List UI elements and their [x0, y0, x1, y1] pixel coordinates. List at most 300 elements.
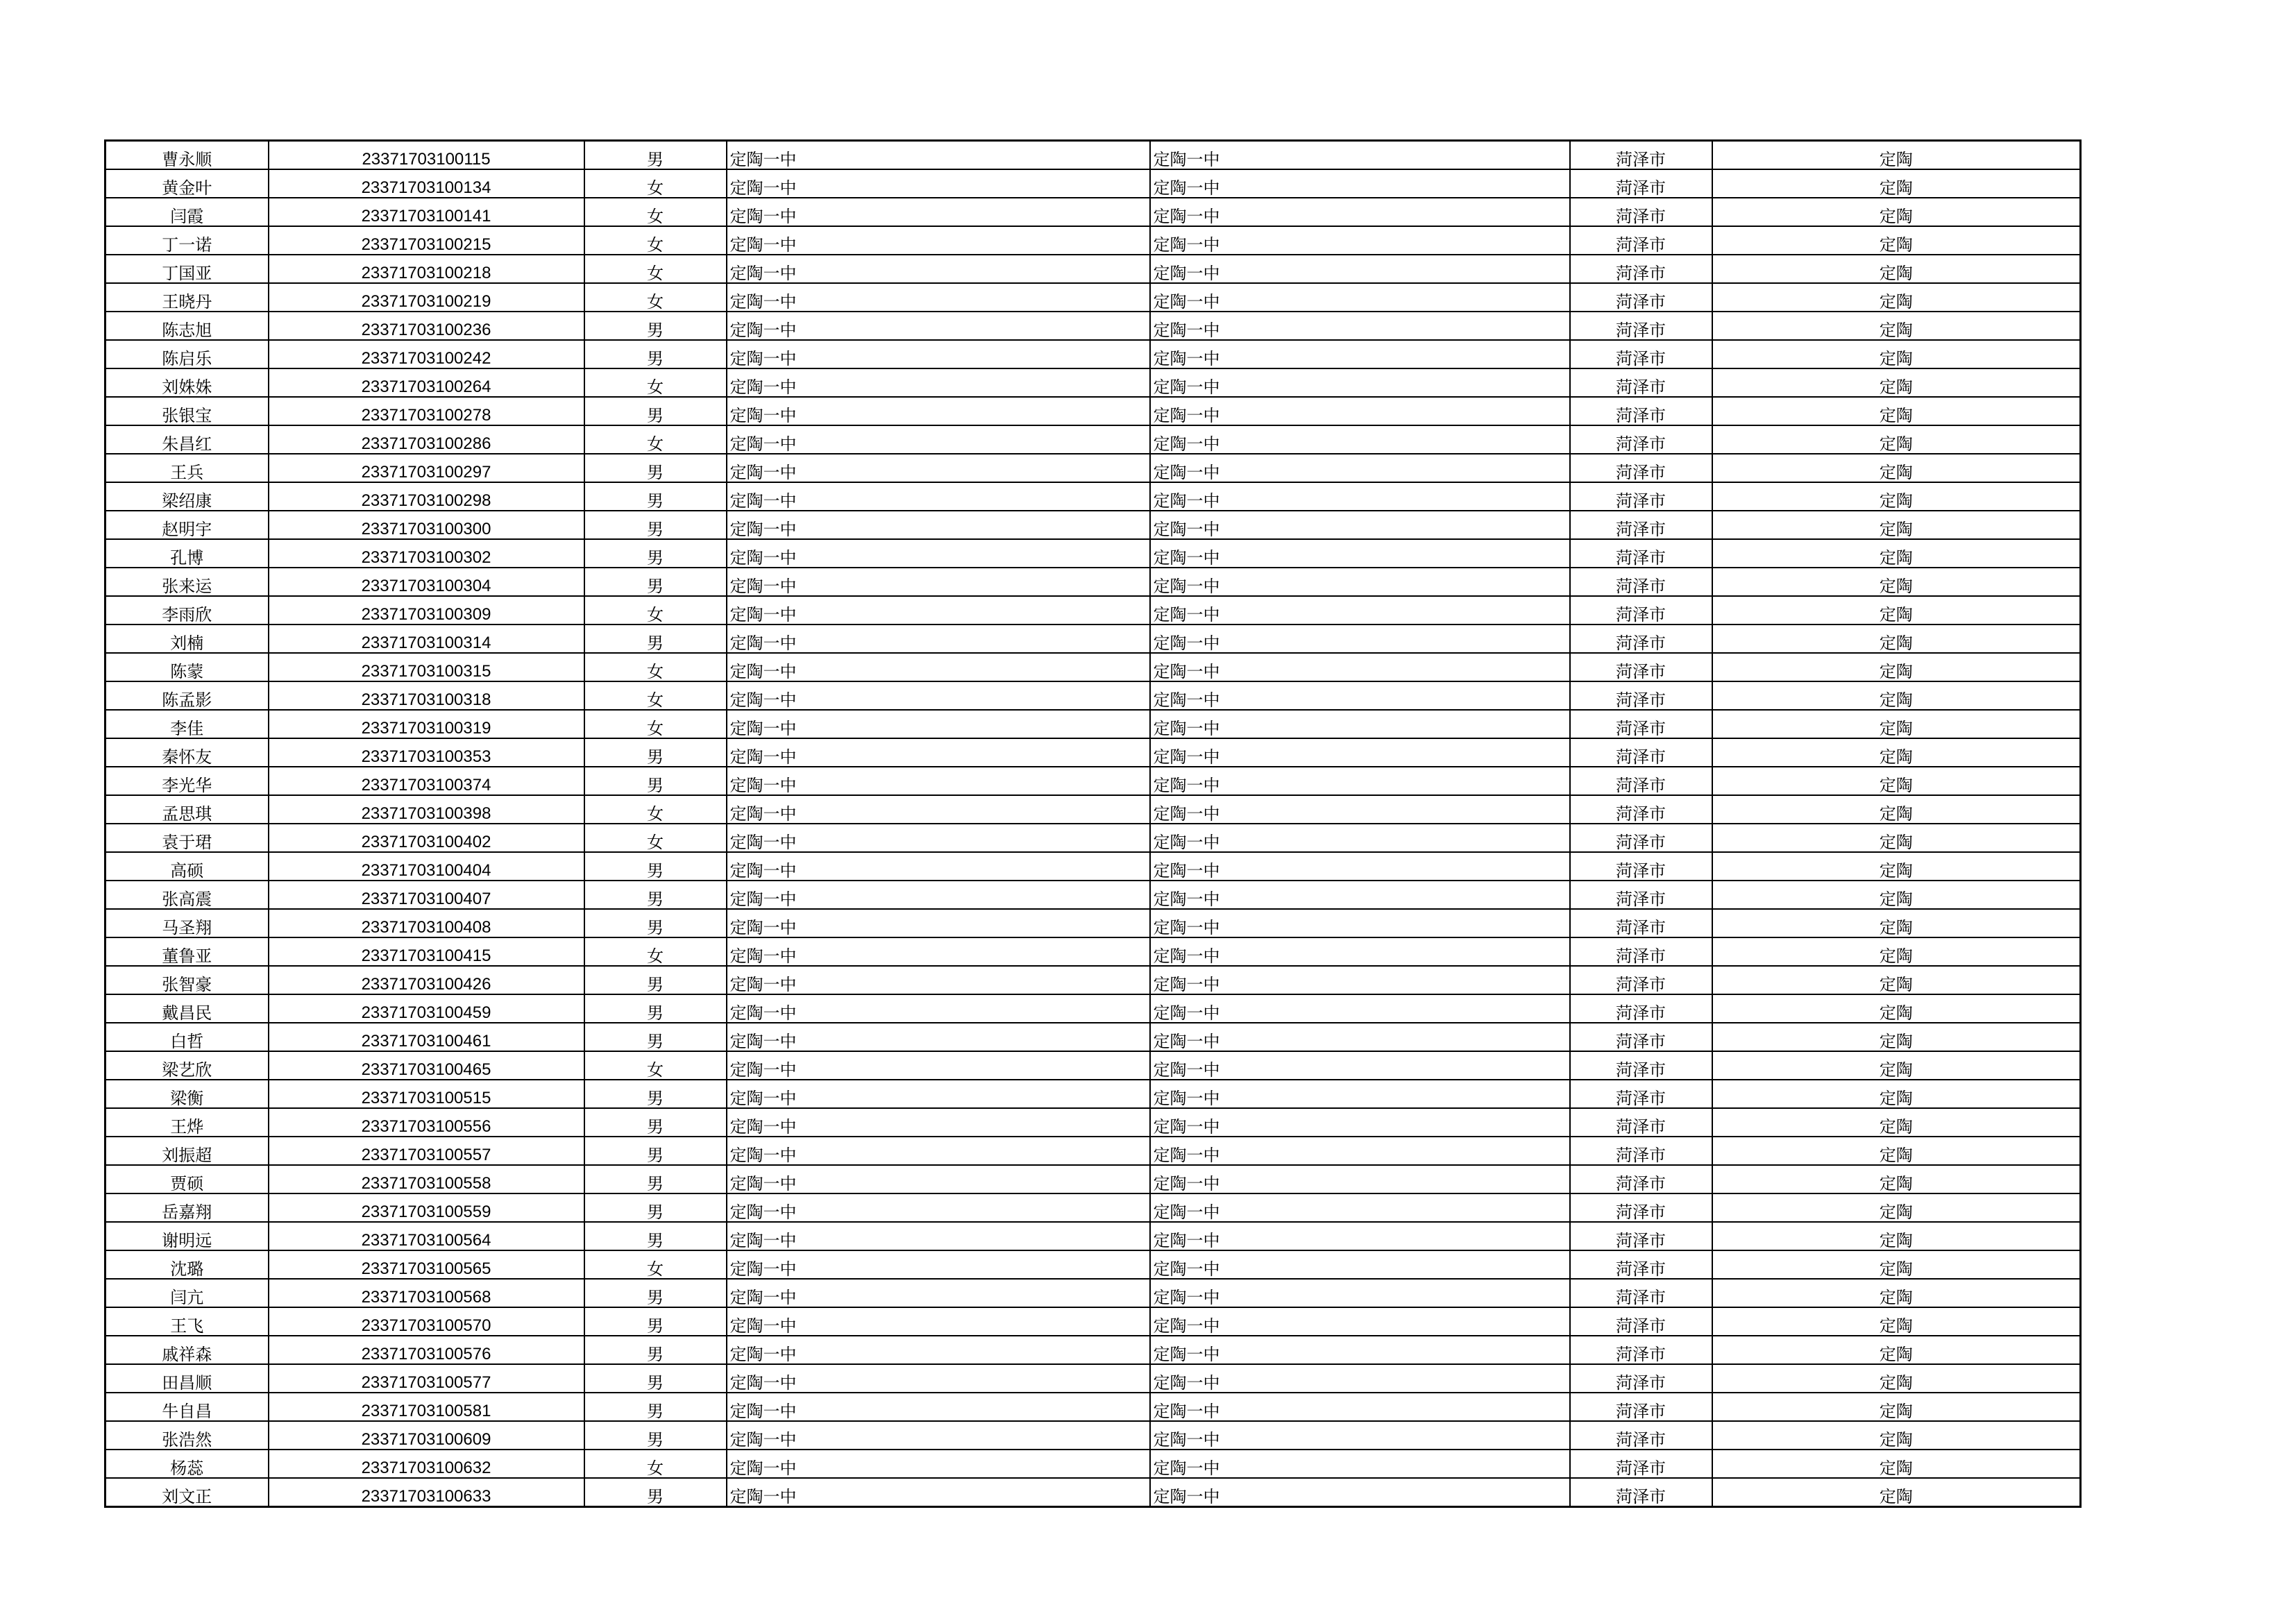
cell-exam-id: 23371703100407	[269, 881, 584, 909]
cell-county: 定陶	[1712, 1279, 2081, 1307]
cell-school: 定陶一中	[727, 539, 1150, 568]
cell-name: 陈蒙	[105, 653, 269, 681]
cell-city: 菏泽市	[1570, 397, 1712, 425]
table-row	[105, 994, 2081, 1023]
cell-city: 菏泽市	[1570, 340, 1712, 368]
cell-name: 刘振超	[105, 1137, 269, 1165]
cell-city: 菏泽市	[1570, 1307, 1712, 1336]
table-row	[105, 340, 2081, 368]
cell-city: 菏泽市	[1570, 795, 1712, 824]
cell-city: 菏泽市	[1570, 511, 1712, 539]
cell-exam-site: 定陶一中	[1150, 1165, 1570, 1193]
cell-county: 定陶	[1712, 1336, 2081, 1364]
cell-exam-id: 23371703100236	[269, 312, 584, 340]
cell-exam-site: 定陶一中	[1150, 1478, 1570, 1507]
cell-exam-id: 23371703100318	[269, 681, 584, 710]
cell-city: 菏泽市	[1570, 1108, 1712, 1137]
table-row	[105, 1279, 2081, 1307]
cell-exam-site: 定陶一中	[1150, 1222, 1570, 1250]
cell-name: 牛自昌	[105, 1393, 269, 1421]
cell-name: 岳嘉翔	[105, 1193, 269, 1222]
cell-city: 菏泽市	[1570, 1051, 1712, 1080]
cell-school: 定陶一中	[727, 994, 1150, 1023]
table-row	[105, 1222, 2081, 1250]
cell-county: 定陶	[1712, 169, 2081, 198]
cell-county: 定陶	[1712, 937, 2081, 966]
cell-city: 菏泽市	[1570, 1137, 1712, 1165]
table-row	[105, 596, 2081, 624]
cell-gender: 男	[584, 1364, 727, 1393]
cell-exam-site: 定陶一中	[1150, 1279, 1570, 1307]
cell-gender: 女	[584, 226, 727, 255]
cell-name: 曹永顺	[105, 141, 269, 170]
table-row	[105, 425, 2081, 454]
cell-school: 定陶一中	[727, 1393, 1150, 1421]
cell-gender: 男	[584, 312, 727, 340]
cell-school: 定陶一中	[727, 966, 1150, 994]
cell-county: 定陶	[1712, 454, 2081, 482]
cell-exam-site: 定陶一中	[1150, 539, 1570, 568]
table-row	[105, 1450, 2081, 1478]
cell-name: 梁衡	[105, 1080, 269, 1108]
cell-city: 菏泽市	[1570, 596, 1712, 624]
cell-name: 刘文正	[105, 1478, 269, 1507]
cell-county: 定陶	[1712, 568, 2081, 596]
cell-name: 秦怀友	[105, 738, 269, 767]
cell-school: 定陶一中	[727, 255, 1150, 283]
cell-name: 李雨欣	[105, 596, 269, 624]
cell-exam-id: 23371703100564	[269, 1222, 584, 1250]
cell-school: 定陶一中	[727, 767, 1150, 795]
cell-city: 菏泽市	[1570, 1478, 1712, 1507]
table-row	[105, 881, 2081, 909]
cell-county: 定陶	[1712, 226, 2081, 255]
cell-name: 张银宝	[105, 397, 269, 425]
cell-gender: 男	[584, 1193, 727, 1222]
cell-school: 定陶一中	[727, 425, 1150, 454]
cell-city: 菏泽市	[1570, 1193, 1712, 1222]
cell-name: 王兵	[105, 454, 269, 482]
cell-school: 定陶一中	[727, 368, 1150, 397]
cell-name: 高硕	[105, 852, 269, 881]
cell-name: 王晓丹	[105, 283, 269, 312]
table-row	[105, 852, 2081, 881]
cell-gender: 女	[584, 368, 727, 397]
cell-exam-id: 23371703100557	[269, 1137, 584, 1165]
cell-exam-site: 定陶一中	[1150, 653, 1570, 681]
cell-gender: 女	[584, 255, 727, 283]
cell-county: 定陶	[1712, 738, 2081, 767]
table-row	[105, 482, 2081, 511]
cell-county: 定陶	[1712, 340, 2081, 368]
cell-exam-id: 23371703100315	[269, 653, 584, 681]
cell-name: 刘楠	[105, 624, 269, 653]
cell-school: 定陶一中	[727, 1080, 1150, 1108]
cell-name: 梁艺欣	[105, 1051, 269, 1080]
table-row	[105, 1307, 2081, 1336]
table-row	[105, 710, 2081, 738]
cell-gender: 男	[584, 767, 727, 795]
cell-name: 戴昌民	[105, 994, 269, 1023]
cell-exam-id: 23371703100302	[269, 539, 584, 568]
cell-name: 沈璐	[105, 1250, 269, 1279]
cell-school: 定陶一中	[727, 1421, 1150, 1450]
cell-county: 定陶	[1712, 283, 2081, 312]
cell-exam-site: 定陶一中	[1150, 1336, 1570, 1364]
cell-exam-id: 23371703100242	[269, 340, 584, 368]
cell-gender: 女	[584, 169, 727, 198]
cell-school: 定陶一中	[727, 1165, 1150, 1193]
cell-exam-site: 定陶一中	[1150, 1450, 1570, 1478]
cell-school: 定陶一中	[727, 1222, 1150, 1250]
table-body	[105, 141, 2081, 1507]
cell-exam-id: 23371703100298	[269, 482, 584, 511]
cell-exam-id: 23371703100570	[269, 1307, 584, 1336]
cell-name: 白哲	[105, 1023, 269, 1051]
cell-city: 菏泽市	[1570, 1393, 1712, 1421]
cell-name: 田昌顺	[105, 1364, 269, 1393]
cell-school: 定陶一中	[727, 1023, 1150, 1051]
cell-exam-site: 定陶一中	[1150, 568, 1570, 596]
cell-exam-site: 定陶一中	[1150, 368, 1570, 397]
cell-exam-site: 定陶一中	[1150, 482, 1570, 511]
cell-gender: 男	[584, 454, 727, 482]
cell-exam-id: 23371703100632	[269, 1450, 584, 1478]
cell-gender: 男	[584, 881, 727, 909]
cell-city: 菏泽市	[1570, 1222, 1712, 1250]
cell-exam-site: 定陶一中	[1150, 397, 1570, 425]
cell-exam-site: 定陶一中	[1150, 881, 1570, 909]
cell-exam-id: 23371703100141	[269, 198, 584, 226]
cell-name: 陈启乐	[105, 340, 269, 368]
cell-county: 定陶	[1712, 1307, 2081, 1336]
cell-city: 菏泽市	[1570, 226, 1712, 255]
cell-school: 定陶一中	[727, 1336, 1150, 1364]
cell-gender: 女	[584, 198, 727, 226]
cell-name: 陈志旭	[105, 312, 269, 340]
cell-city: 菏泽市	[1570, 1364, 1712, 1393]
cell-county: 定陶	[1712, 1421, 2081, 1450]
cell-exam-id: 23371703100565	[269, 1250, 584, 1279]
cell-exam-site: 定陶一中	[1150, 425, 1570, 454]
cell-exam-id: 23371703100309	[269, 596, 584, 624]
cell-county: 定陶	[1712, 795, 2081, 824]
table-row	[105, 1165, 2081, 1193]
cell-exam-site: 定陶一中	[1150, 454, 1570, 482]
cell-exam-site: 定陶一中	[1150, 255, 1570, 283]
cell-city: 菏泽市	[1570, 966, 1712, 994]
cell-gender: 男	[584, 852, 727, 881]
cell-school: 定陶一中	[727, 795, 1150, 824]
cell-exam-id: 23371703100459	[269, 994, 584, 1023]
table-row	[105, 1108, 2081, 1137]
cell-exam-id: 23371703100402	[269, 824, 584, 852]
cell-county: 定陶	[1712, 1364, 2081, 1393]
table-row	[105, 738, 2081, 767]
cell-county: 定陶	[1712, 1250, 2081, 1279]
cell-gender: 女	[584, 425, 727, 454]
cell-city: 菏泽市	[1570, 681, 1712, 710]
cell-name: 杨蕊	[105, 1450, 269, 1478]
cell-city: 菏泽市	[1570, 312, 1712, 340]
cell-gender: 男	[584, 1336, 727, 1364]
cell-name: 丁国亚	[105, 255, 269, 283]
cell-county: 定陶	[1712, 539, 2081, 568]
table-row	[105, 539, 2081, 568]
cell-exam-id: 23371703100461	[269, 1023, 584, 1051]
cell-exam-site: 定陶一中	[1150, 340, 1570, 368]
cell-city: 菏泽市	[1570, 141, 1712, 170]
table-row	[105, 653, 2081, 681]
table-row	[105, 1080, 2081, 1108]
cell-exam-site: 定陶一中	[1150, 1051, 1570, 1080]
cell-gender: 女	[584, 937, 727, 966]
cell-gender: 男	[584, 1393, 727, 1421]
cell-exam-id: 23371703100264	[269, 368, 584, 397]
table-row	[105, 1421, 2081, 1450]
cell-exam-id: 23371703100219	[269, 283, 584, 312]
table-row	[105, 368, 2081, 397]
table-row	[105, 966, 2081, 994]
cell-exam-id: 23371703100465	[269, 1051, 584, 1080]
cell-exam-site: 定陶一中	[1150, 596, 1570, 624]
table-row	[105, 624, 2081, 653]
cell-gender: 男	[584, 539, 727, 568]
cell-gender: 男	[584, 511, 727, 539]
cell-name: 贾硕	[105, 1165, 269, 1193]
cell-school: 定陶一中	[727, 824, 1150, 852]
table-row	[105, 824, 2081, 852]
cell-school: 定陶一中	[727, 1279, 1150, 1307]
cell-county: 定陶	[1712, 312, 2081, 340]
cell-name: 李光华	[105, 767, 269, 795]
cell-school: 定陶一中	[727, 198, 1150, 226]
cell-name: 刘姝姝	[105, 368, 269, 397]
cell-school: 定陶一中	[727, 1193, 1150, 1222]
table-row	[105, 397, 2081, 425]
cell-exam-site: 定陶一中	[1150, 937, 1570, 966]
cell-city: 菏泽市	[1570, 283, 1712, 312]
table-row	[105, 312, 2081, 340]
cell-city: 菏泽市	[1570, 482, 1712, 511]
cell-exam-id: 23371703100426	[269, 966, 584, 994]
cell-exam-site: 定陶一中	[1150, 1023, 1570, 1051]
cell-county: 定陶	[1712, 1137, 2081, 1165]
cell-county: 定陶	[1712, 710, 2081, 738]
cell-exam-id: 23371703100568	[269, 1279, 584, 1307]
cell-school: 定陶一中	[727, 1478, 1150, 1507]
cell-city: 菏泽市	[1570, 909, 1712, 937]
cell-gender: 男	[584, 738, 727, 767]
table-row	[105, 909, 2081, 937]
table-row	[105, 1478, 2081, 1507]
cell-county: 定陶	[1712, 255, 2081, 283]
cell-name: 马圣翔	[105, 909, 269, 937]
cell-city: 菏泽市	[1570, 1279, 1712, 1307]
cell-city: 菏泽市	[1570, 937, 1712, 966]
cell-exam-id: 23371703100408	[269, 909, 584, 937]
cell-name: 李佳	[105, 710, 269, 738]
cell-name: 孔博	[105, 539, 269, 568]
cell-exam-site: 定陶一中	[1150, 198, 1570, 226]
cell-name: 张高震	[105, 881, 269, 909]
cell-school: 定陶一中	[727, 482, 1150, 511]
cell-exam-id: 23371703100353	[269, 738, 584, 767]
cell-exam-id: 23371703100577	[269, 1364, 584, 1393]
cell-school: 定陶一中	[727, 1364, 1150, 1393]
cell-school: 定陶一中	[727, 312, 1150, 340]
cell-exam-site: 定陶一中	[1150, 1393, 1570, 1421]
cell-school: 定陶一中	[727, 283, 1150, 312]
cell-exam-id: 23371703100404	[269, 852, 584, 881]
cell-city: 菏泽市	[1570, 1080, 1712, 1108]
cell-county: 定陶	[1712, 966, 2081, 994]
cell-name: 王飞	[105, 1307, 269, 1336]
cell-gender: 女	[584, 1250, 727, 1279]
student-table	[104, 139, 2082, 1508]
cell-name: 黄金叶	[105, 169, 269, 198]
cell-exam-id: 23371703100134	[269, 169, 584, 198]
cell-name: 陈孟影	[105, 681, 269, 710]
cell-gender: 男	[584, 1108, 727, 1137]
cell-school: 定陶一中	[727, 1250, 1150, 1279]
table-row	[105, 767, 2081, 795]
cell-exam-site: 定陶一中	[1150, 966, 1570, 994]
cell-school: 定陶一中	[727, 1051, 1150, 1080]
cell-county: 定陶	[1712, 1108, 2081, 1137]
cell-exam-site: 定陶一中	[1150, 1364, 1570, 1393]
cell-school: 定陶一中	[727, 454, 1150, 482]
cell-school: 定陶一中	[727, 568, 1150, 596]
cell-gender: 男	[584, 397, 727, 425]
cell-gender: 男	[584, 1307, 727, 1336]
cell-gender: 女	[584, 681, 727, 710]
cell-exam-site: 定陶一中	[1150, 1307, 1570, 1336]
cell-gender: 男	[584, 141, 727, 170]
table-row	[105, 255, 2081, 283]
cell-county: 定陶	[1712, 624, 2081, 653]
cell-exam-id: 23371703100609	[269, 1421, 584, 1450]
cell-gender: 男	[584, 909, 727, 937]
cell-city: 菏泽市	[1570, 454, 1712, 482]
table-row	[105, 198, 2081, 226]
cell-name: 赵明宇	[105, 511, 269, 539]
cell-gender: 女	[584, 795, 727, 824]
cell-gender: 男	[584, 1421, 727, 1450]
cell-county: 定陶	[1712, 1450, 2081, 1478]
cell-gender: 男	[584, 624, 727, 653]
cell-name: 丁一诺	[105, 226, 269, 255]
cell-exam-site: 定陶一中	[1150, 1080, 1570, 1108]
cell-city: 菏泽市	[1570, 198, 1712, 226]
cell-school: 定陶一中	[727, 653, 1150, 681]
cell-exam-site: 定陶一中	[1150, 1108, 1570, 1137]
cell-city: 菏泽市	[1570, 1336, 1712, 1364]
table-row	[105, 283, 2081, 312]
cell-school: 定陶一中	[727, 624, 1150, 653]
cell-city: 菏泽市	[1570, 738, 1712, 767]
cell-name: 孟思琪	[105, 795, 269, 824]
table-row	[105, 141, 2081, 170]
cell-exam-site: 定陶一中	[1150, 994, 1570, 1023]
cell-exam-site: 定陶一中	[1150, 1193, 1570, 1222]
cell-exam-id: 23371703100576	[269, 1336, 584, 1364]
cell-exam-site: 定陶一中	[1150, 1421, 1570, 1450]
cell-school: 定陶一中	[727, 681, 1150, 710]
cell-gender: 女	[584, 710, 727, 738]
cell-exam-id: 23371703100297	[269, 454, 584, 482]
cell-exam-site: 定陶一中	[1150, 767, 1570, 795]
cell-city: 菏泽市	[1570, 994, 1712, 1023]
cell-city: 菏泽市	[1570, 255, 1712, 283]
cell-county: 定陶	[1712, 1393, 2081, 1421]
cell-gender: 男	[584, 994, 727, 1023]
cell-school: 定陶一中	[727, 596, 1150, 624]
cell-exam-id: 23371703100374	[269, 767, 584, 795]
cell-school: 定陶一中	[727, 141, 1150, 170]
cell-gender: 男	[584, 1222, 727, 1250]
cell-county: 定陶	[1712, 909, 2081, 937]
cell-exam-id: 23371703100633	[269, 1478, 584, 1507]
cell-exam-site: 定陶一中	[1150, 283, 1570, 312]
cell-exam-id: 23371703100215	[269, 226, 584, 255]
cell-exam-site: 定陶一中	[1150, 738, 1570, 767]
cell-city: 菏泽市	[1570, 568, 1712, 596]
table-row	[105, 1051, 2081, 1080]
cell-exam-site: 定陶一中	[1150, 511, 1570, 539]
cell-school: 定陶一中	[727, 169, 1150, 198]
table-row	[105, 1393, 2081, 1421]
cell-county: 定陶	[1712, 824, 2081, 852]
cell-exam-id: 23371703100581	[269, 1393, 584, 1421]
cell-gender: 男	[584, 1279, 727, 1307]
cell-gender: 男	[584, 340, 727, 368]
cell-name: 王烨	[105, 1108, 269, 1137]
cell-exam-site: 定陶一中	[1150, 909, 1570, 937]
cell-gender: 女	[584, 653, 727, 681]
cell-name: 梁绍康	[105, 482, 269, 511]
cell-name: 闫亢	[105, 1279, 269, 1307]
cell-exam-site: 定陶一中	[1150, 312, 1570, 340]
table-row	[105, 454, 2081, 482]
cell-exam-id: 23371703100559	[269, 1193, 584, 1222]
cell-city: 菏泽市	[1570, 425, 1712, 454]
table-row	[105, 937, 2081, 966]
cell-county: 定陶	[1712, 1080, 2081, 1108]
cell-exam-id: 23371703100314	[269, 624, 584, 653]
cell-city: 菏泽市	[1570, 1250, 1712, 1279]
cell-gender: 男	[584, 568, 727, 596]
cell-gender: 男	[584, 1023, 727, 1051]
cell-school: 定陶一中	[727, 937, 1150, 966]
cell-gender: 男	[584, 1080, 727, 1108]
table-row	[105, 681, 2081, 710]
cell-exam-id: 23371703100278	[269, 397, 584, 425]
cell-gender: 女	[584, 283, 727, 312]
cell-exam-id: 23371703100115	[269, 141, 584, 170]
cell-city: 菏泽市	[1570, 881, 1712, 909]
cell-school: 定陶一中	[727, 881, 1150, 909]
cell-name: 董鲁亚	[105, 937, 269, 966]
cell-county: 定陶	[1712, 596, 2081, 624]
cell-name: 戚祥森	[105, 1336, 269, 1364]
table-row	[105, 795, 2081, 824]
cell-county: 定陶	[1712, 511, 2081, 539]
cell-city: 菏泽市	[1570, 539, 1712, 568]
cell-school: 定陶一中	[727, 511, 1150, 539]
cell-exam-id: 23371703100415	[269, 937, 584, 966]
cell-city: 菏泽市	[1570, 767, 1712, 795]
